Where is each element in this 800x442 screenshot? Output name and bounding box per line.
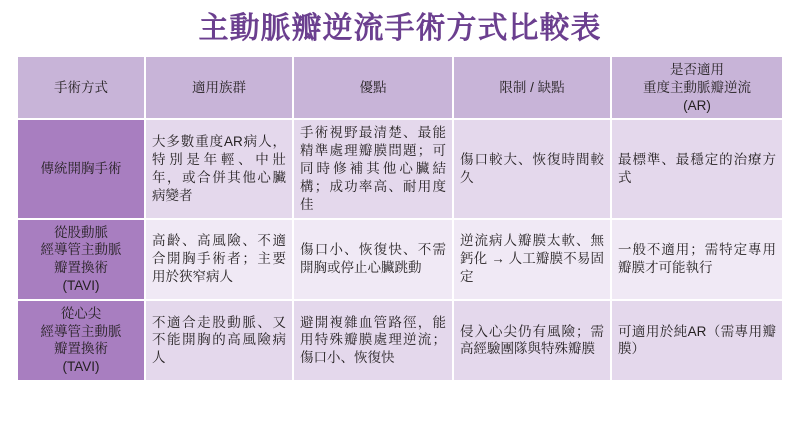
cell-suitability-tavi-transapical: 可適用於純AR（需專用瓣膜） <box>611 300 783 381</box>
row-label-line: 瓣置換術 <box>54 260 108 276</box>
cell-limitations-tavi-femoral: 逆流病人瓣膜太軟、無鈣化 → 人工瓣膜不易固定 <box>453 219 611 300</box>
row-label-line: (TAVI) <box>62 277 100 293</box>
cell-advantages-open-surgery: 手術視野最清楚、最能精準處理瓣膜問題；可同時修補其他心臟結構；成功率高、耐用度佳 <box>293 119 453 218</box>
column-header-suitability-line1: 是否適用 <box>670 62 724 77</box>
column-header-suitability-line2: 重度主動脈瓣逆流 <box>643 79 751 95</box>
row-label-line: 經導管主動脈 <box>40 323 122 339</box>
table-body <box>17 119 783 381</box>
cell-population-tavi-transapical: 不適合走股動脈、又不能開胸的高風險病人 <box>145 300 293 381</box>
column-header-limitations: 限制 / 缺點 <box>453 56 611 119</box>
row-label-line: 從股動脈 <box>54 224 108 240</box>
column-header-method: 手術方式 <box>17 56 145 119</box>
cell-limitations-open-surgery: 傷口較大、恢復時間較久 <box>453 119 611 218</box>
row-label-tavi-transapical <box>17 300 145 381</box>
column-header-advantages: 優點 <box>293 56 453 119</box>
header-row <box>17 56 783 119</box>
row-label-open-surgery <box>17 119 145 218</box>
column-header-suitability <box>611 56 783 119</box>
comparison-table <box>16 55 784 382</box>
table-row <box>17 300 783 381</box>
row-label-line: (TAVI) <box>62 359 100 375</box>
table-row <box>17 119 783 218</box>
row-label-line: 傳統開胸手術 <box>40 161 122 177</box>
row-label-line: 經導管主動脈 <box>40 242 122 258</box>
cell-limitations-tavi-transapical: 侵入心尖仍有風險；需高經驗團隊與特殊瓣膜 <box>453 300 611 381</box>
column-header-population: 適用族群 <box>145 56 293 119</box>
table-header <box>17 56 783 119</box>
table-row <box>17 219 783 300</box>
cell-suitability-open-surgery: 最標準、最穩定的治療方式 <box>611 119 783 218</box>
cell-advantages-tavi-transapical: 避開複雜血管路徑，能用特殊瓣膜處理逆流；傷口小、恢復快 <box>293 300 453 381</box>
row-label-tavi-femoral <box>17 219 145 300</box>
cell-suitability-tavi-femoral: 一般不適用；需特定專用瓣膜才可能執行 <box>611 219 783 300</box>
column-header-suitability-line3: (AR) <box>683 97 711 113</box>
page-title: 主動脈瓣逆流手術方式比較表 <box>198 12 602 45</box>
row-label-line: 從心尖 <box>60 305 102 321</box>
cell-advantages-tavi-femoral: 傷口小、恢復快、不需開胸或停止心臟跳動 <box>293 219 453 300</box>
cell-population-tavi-femoral: 高齡、高風險、不適合開胸手術者；主要用於狹窄病人 <box>145 219 293 300</box>
row-label-line: 瓣置換術 <box>54 341 108 357</box>
cell-population-open-surgery: 大多數重度AR病人，特別是年輕、中壯年，或合併其他心臟病變者 <box>145 119 293 218</box>
